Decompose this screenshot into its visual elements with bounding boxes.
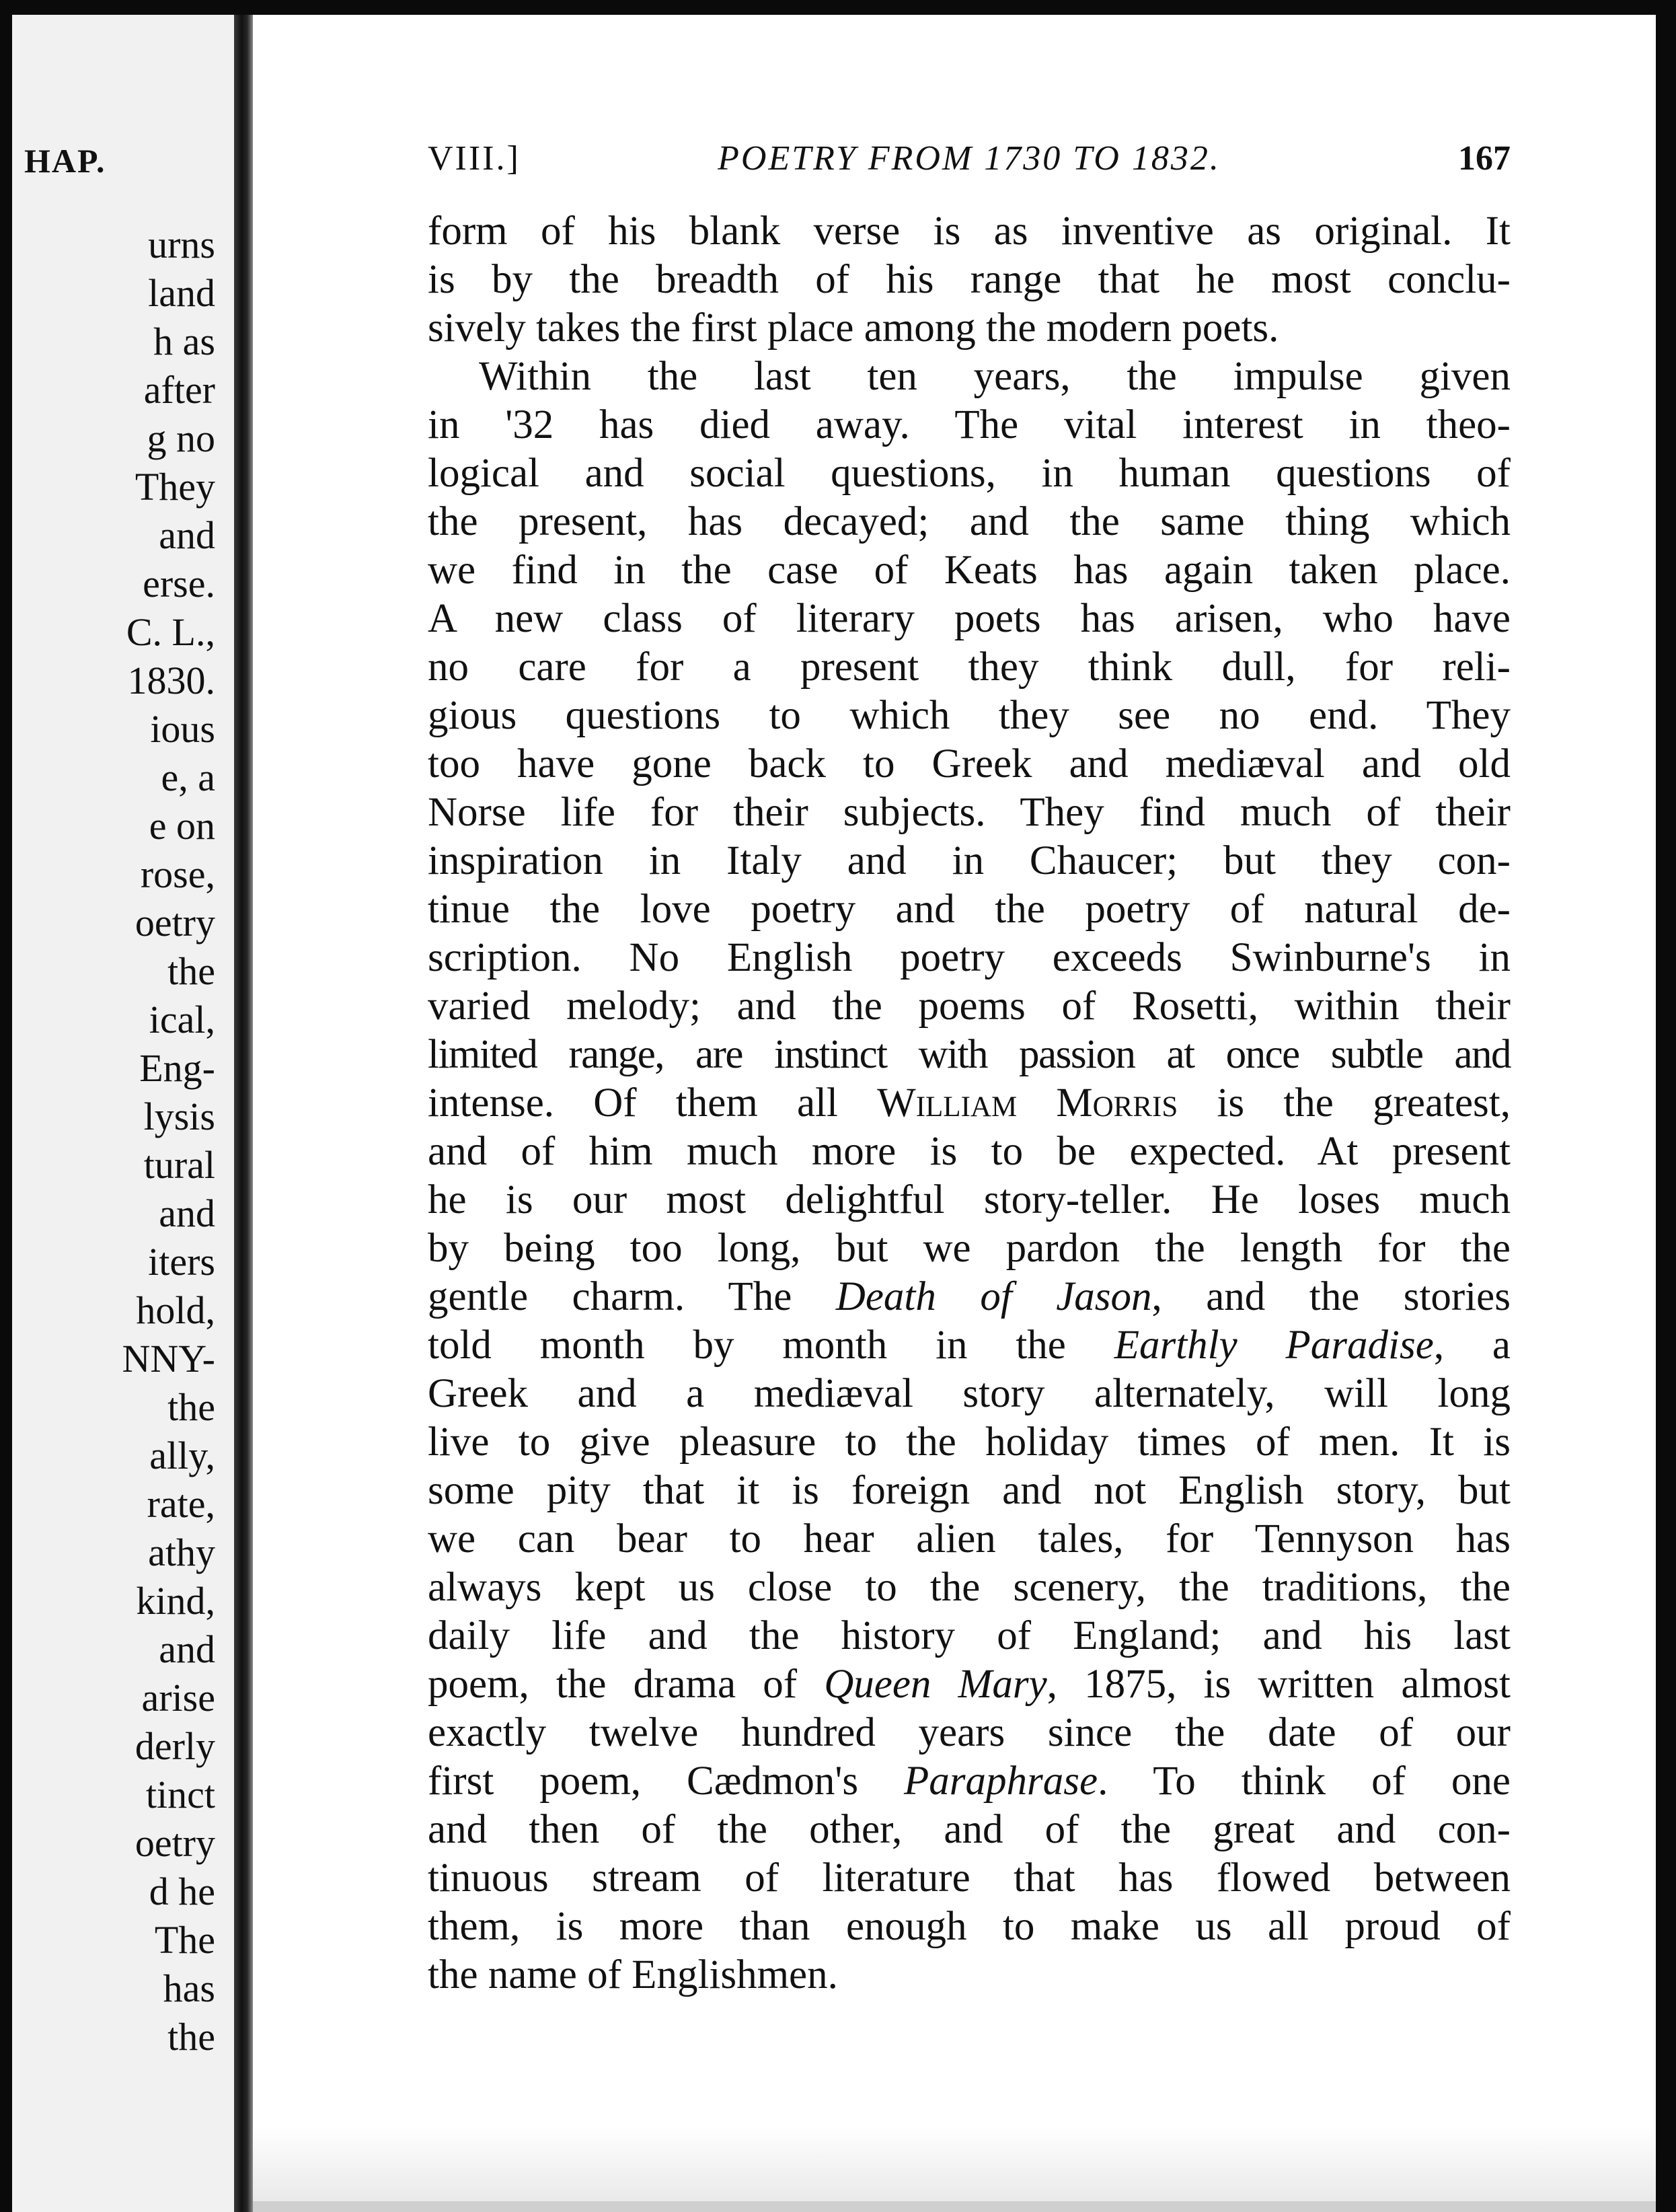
text-line: Within the last ten years, the impulse given [479, 354, 1511, 399]
left-page-line: ical, [149, 998, 215, 1041]
text-line: too have gone back to Greek and mediæval and old [428, 741, 1511, 786]
text-line: limited range, are instinct with passion at once subtle and [428, 1032, 1511, 1077]
work-title: Earthly Paradise [1114, 1323, 1434, 1368]
text-line: live to give pleasure to the holiday times of men. It is [428, 1420, 1511, 1465]
text-line: exactly twelve hundred years since the date of our [428, 1710, 1511, 1755]
left-page-line: the [167, 1385, 215, 1429]
left-page-line: urns [148, 223, 215, 266]
left-page-line: and [159, 1627, 215, 1671]
left-page-line: C. L., [126, 610, 215, 654]
left-page-line: ious [150, 707, 215, 751]
left-page-line: arise [141, 1676, 215, 1720]
text-line: tinue the love poetry and the poetry of natural de- [428, 887, 1511, 932]
text-line: scription. No English poetry exceeds Swinburne's in [428, 935, 1511, 980]
chapter-marker: VIII.] [428, 139, 521, 178]
text-line: Greek and a mediæval story alternately, will long [428, 1371, 1511, 1416]
work-title: Paraphrase [904, 1759, 1098, 1804]
left-page-line: ally, [149, 1434, 215, 1477]
text-line: the present, has decayed; and the same thing which [428, 499, 1511, 544]
left-page-line: land [148, 271, 215, 315]
text-line: varied melody; and the poems of Rosetti, within their [428, 984, 1511, 1029]
left-page-line: the [167, 2015, 215, 2059]
left-page-line: kind, [136, 1579, 215, 1623]
book-gutter [234, 15, 253, 2212]
left-page-line: They [135, 465, 215, 509]
text-line: and of him much more is to be expected. At present [428, 1129, 1511, 1174]
left-page-line: hold, [136, 1288, 215, 1332]
text-line: form of his blank verse is as inventive as original. It [428, 209, 1511, 254]
text-line: logical and social questions, in human questions of [428, 451, 1511, 496]
text-line [428, 1660, 1511, 1709]
left-page-line: e on [149, 804, 215, 848]
text-run: told month by month in the [428, 1323, 1114, 1368]
text-run: is the greatest, [1178, 1080, 1511, 1126]
left-page-line: 1830. [127, 659, 215, 702]
page-shadow [253, 2126, 1656, 2212]
work-title: Death of Jason [835, 1274, 1152, 1319]
text-line [428, 1321, 1511, 1370]
text-line: the name of Englishmen. [428, 1952, 838, 1997]
body-text [428, 207, 1511, 1999]
left-page-line: lysis [143, 1095, 215, 1138]
left-page-line: Eng- [139, 1046, 215, 1090]
text-line: in '32 has died away. The vital interest in theo- [428, 402, 1511, 447]
text-line: and then of the other, and of the great and con- [428, 1807, 1511, 1852]
text-line: we can bear to hear alien tales, for Tennyson has [428, 1516, 1511, 1561]
text-line: Norse life for their subjects. They find much of their [428, 790, 1511, 835]
scan-border-top [0, 0, 1676, 15]
left-page-line: derly [135, 1724, 215, 1768]
text-run: , 1875, is written almost [1046, 1662, 1511, 1707]
left-page-line: tural [143, 1143, 215, 1187]
left-page-line: d he [149, 1870, 215, 1913]
left-page-line: NNY- [122, 1337, 215, 1380]
left-page-line: oetry [135, 901, 215, 945]
text-line: is by the breadth of his range that he most conclu- [428, 257, 1511, 302]
text-line [428, 1757, 1511, 1806]
left-page-line: rate, [147, 1482, 215, 1526]
text-line [428, 1079, 1511, 1128]
text-run: , a [1433, 1323, 1511, 1368]
text-line: always kept us close to the scenery, the traditions, the [428, 1565, 1511, 1610]
text-run: . To think of one [1098, 1759, 1511, 1804]
left-page-line: the [167, 949, 215, 993]
text-line: sively takes the first place among the modern poets. [428, 305, 1279, 351]
text-run: intense. Of them all [428, 1080, 878, 1126]
text-line: inspiration in Italy and in Chaucer; but they con- [428, 838, 1511, 883]
left-page-line: erse. [143, 562, 215, 605]
left-page-line: rose, [140, 852, 215, 896]
author-name: William Morris [877, 1080, 1178, 1126]
scan-border-right [1656, 0, 1676, 2212]
page-number: 167 [1458, 139, 1511, 178]
text-line: them, is more than enough to make us all proud of [428, 1904, 1511, 1949]
left-page-line: athy [148, 1531, 215, 1574]
left-page-line: iters [148, 1240, 215, 1284]
running-title: POETRY FROM 1730 TO 1832. [718, 139, 1221, 178]
text-line: tinuous stream of literature that has flowed between [428, 1855, 1511, 1901]
text-line: no care for a present they think dull, for reli- [428, 644, 1511, 690]
left-page-line: has [163, 1966, 215, 2010]
text-run: first poem, Cædmon's [428, 1759, 905, 1804]
left-page-line: e, a [161, 755, 215, 799]
text-line: some pity that it is foreign and not English story, but [428, 1468, 1511, 1513]
left-page-line: tinct [145, 1773, 215, 1816]
text-run: , and the stories [1151, 1274, 1511, 1319]
text-run: poem, the drama of [428, 1662, 825, 1707]
text-line: by being too long, but we pardon the length for the [428, 1226, 1511, 1271]
left-page-line: g no [147, 416, 215, 460]
text-line: he is our most delightful story-teller. He loses much [428, 1177, 1511, 1222]
scan-border-left [0, 0, 12, 2212]
left-page-line: after [143, 368, 215, 412]
text-line [428, 1273, 1511, 1321]
running-header [428, 132, 1511, 186]
text-line: daily life and the history of England; and his last [428, 1613, 1511, 1658]
text-line: A new class of literary poets has arisen, who have [428, 596, 1511, 641]
left-page-line: oetry [135, 1821, 215, 1865]
work-title: Queen Mary [824, 1662, 1047, 1707]
text-line: gious questions to which they see no end. They [428, 693, 1511, 738]
left-page-header: HAP. [24, 142, 106, 180]
text-run: gentle charm. The [428, 1274, 836, 1319]
text-line: we find in the case of Keats has again taken place. [428, 548, 1511, 593]
left-page-line: and [159, 513, 215, 557]
left-page-line: h as [153, 320, 215, 363]
left-page-fragment [12, 15, 234, 2212]
page-bottom-edge [253, 2201, 1656, 2212]
left-page-line: The [154, 1918, 215, 1962]
left-page-lines [12, 221, 215, 2061]
left-page-line: and [159, 1191, 215, 1235]
